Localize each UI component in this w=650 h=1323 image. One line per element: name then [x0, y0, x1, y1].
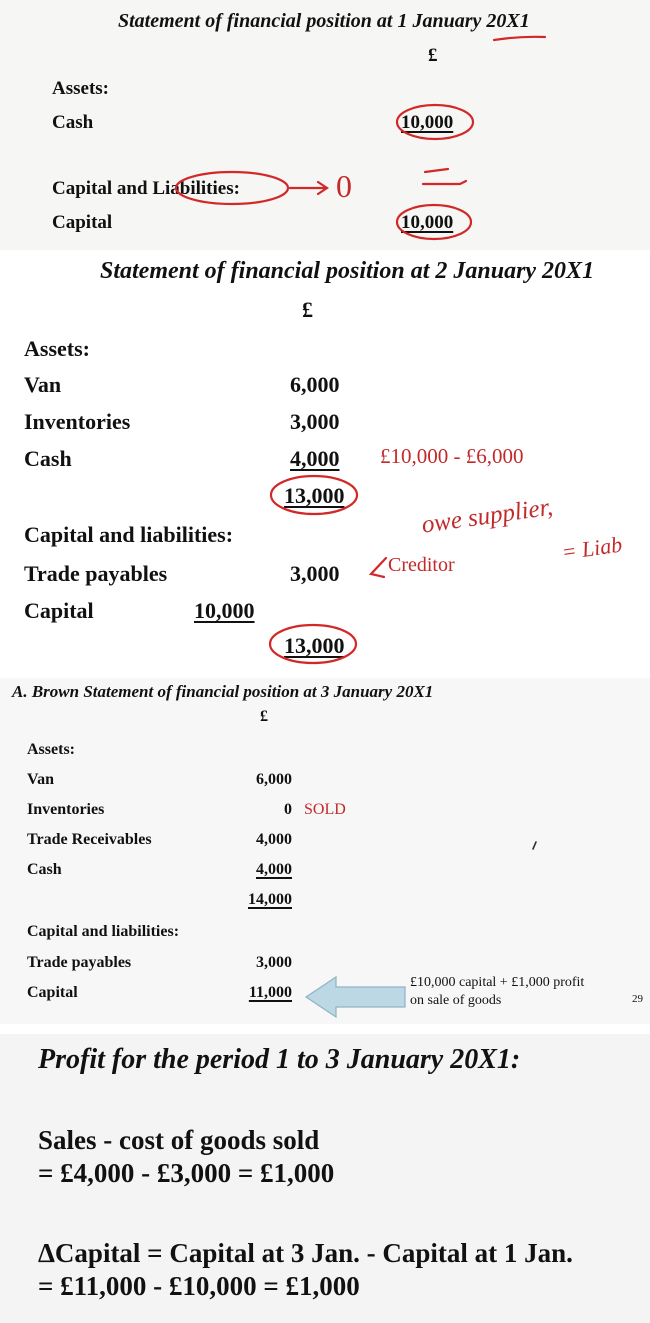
trade-payables-label: Trade payables	[24, 561, 168, 586]
capital-label: Capital	[24, 598, 94, 623]
inventories-value: 0	[284, 801, 292, 818]
slide-1-title: Statement of financial position at 1 January 20X1	[118, 10, 530, 32]
currency-header: £	[428, 45, 438, 66]
delta-capital-calculation: = £11,000 - £10,000 = £1,000	[38, 1271, 360, 1301]
liabilities-total: 13,000	[284, 633, 345, 658]
left-arrow-icon	[306, 977, 405, 1017]
trade-payables-value: 3,000	[256, 954, 292, 971]
creditor-note: Creditor	[388, 554, 455, 576]
cash-calculation-note: £10,000 - £6,000	[380, 444, 524, 468]
van-label: Van	[27, 771, 54, 788]
equals-mark	[423, 169, 466, 184]
currency-header: £	[260, 708, 268, 725]
slide-2-position-jan-2	[0, 250, 650, 678]
assets-label: Assets:	[27, 741, 75, 758]
slide-2-title: Statement of financial position at 2 January 20X1	[100, 258, 595, 284]
capital-note-line-1: £10,000 capital + £1,000 profit	[410, 975, 585, 990]
assets-label: Assets:	[24, 336, 90, 361]
assets-label: Assets:	[52, 78, 109, 99]
inventories-label: Inventories	[24, 409, 131, 434]
cash-label: Cash	[24, 446, 72, 471]
slide-3-position-jan-3	[0, 678, 650, 1024]
trade-receivables-label: Trade Receivables	[27, 831, 152, 848]
van-value: 6,000	[256, 771, 292, 788]
capital-value: 10,000	[401, 212, 454, 233]
assets-total: 14,000	[248, 891, 292, 908]
slide-4-title: Profit for the period 1 to 3 January 20X1:	[38, 1044, 521, 1075]
trade-receivables-value: 4,000	[256, 831, 292, 848]
liabilities-word: Liabilities:	[152, 178, 240, 199]
cash-value: 4,000	[290, 446, 340, 471]
capital-label: Capital	[52, 212, 113, 233]
cash-value: 4,000	[256, 861, 292, 878]
inventories-label: Inventories	[27, 801, 105, 818]
creditor-check-arrow	[371, 558, 386, 577]
capital-label: Capital	[27, 984, 78, 1001]
capital-value: 11,000	[248, 984, 292, 1001]
delta-capital-definition: ΔCapital = Capital at 3 Jan. - Capital at 1 Jan.	[38, 1238, 573, 1268]
pen-mark	[533, 842, 536, 849]
slide-4-profit-period	[0, 1034, 650, 1323]
handwritten-liab: = Liab	[560, 531, 624, 565]
slide-3-title: A. Brown Statement of financial position at 3 January 20X1	[12, 682, 434, 701]
trade-payables-label: Trade payables	[27, 954, 132, 971]
underline-stroke	[494, 37, 545, 40]
currency-header: £	[302, 297, 313, 322]
liabilities-zero-value: 0	[336, 168, 352, 204]
arrow-to-zero	[290, 182, 327, 194]
capital-liabilities-label	[52, 178, 240, 200]
slide-1-position-jan-1	[0, 0, 650, 250]
capital-and-prefix: Capital and	[52, 178, 153, 199]
profit-calculation: = £4,000 - £3,000 = £1,000	[38, 1158, 335, 1188]
van-value: 6,000	[290, 372, 340, 397]
slide-3-graphics	[0, 678, 650, 1024]
cash-label: Cash	[52, 112, 94, 133]
sold-note: SOLD	[304, 801, 346, 818]
van-label: Van	[24, 372, 62, 397]
capital-liabilities-label: Capital and liabilities:	[27, 923, 180, 940]
capital-note-line-2: on sale of goods	[410, 993, 502, 1008]
sales-minus-cogs: Sales - cost of goods sold	[38, 1125, 320, 1155]
trade-payables-value: 3,000	[290, 561, 340, 586]
assets-total: 13,000	[284, 483, 345, 508]
capital-value: 10,000	[194, 598, 255, 623]
inventories-value: 3,000	[290, 409, 340, 434]
page-number: 29	[632, 993, 643, 1005]
cash-value: 10,000	[401, 112, 454, 133]
cash-label: Cash	[27, 861, 62, 878]
handwritten-owe-supplier: owe supplier,	[420, 493, 555, 539]
capital-liabilities-label: Capital and liabilities:	[24, 522, 234, 547]
